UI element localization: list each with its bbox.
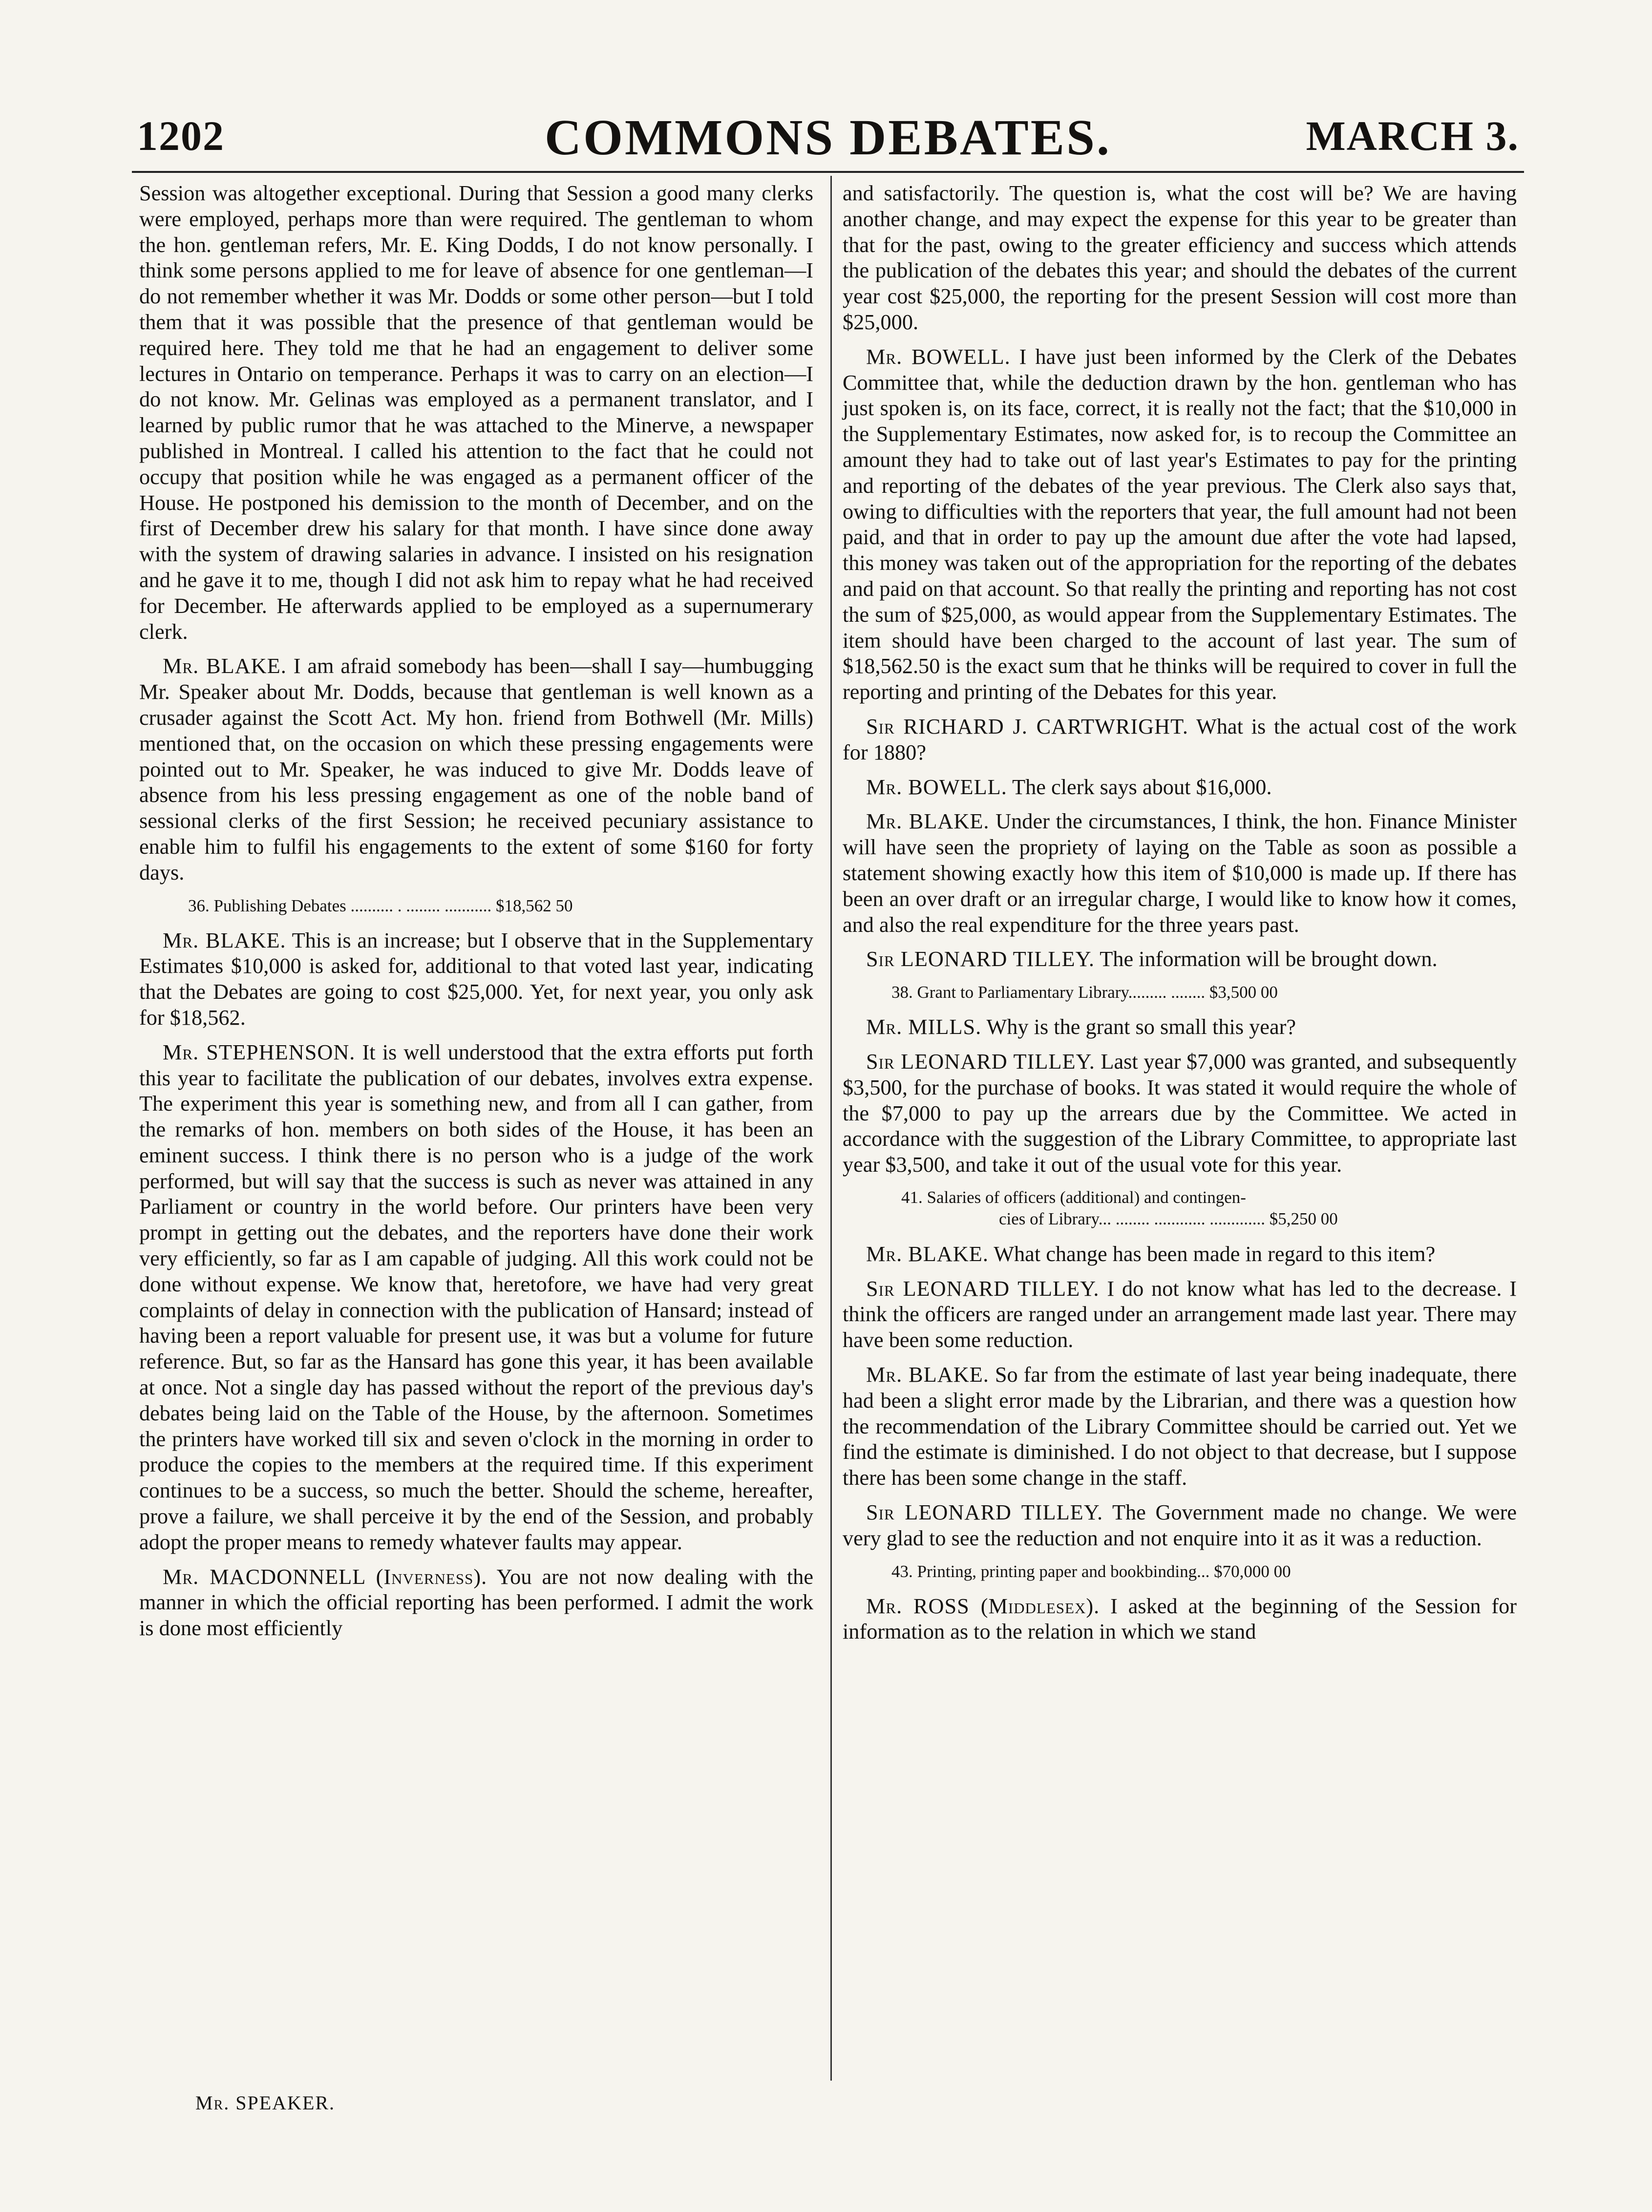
speaker-name: Mr. MACDONNELL (Inverness). bbox=[163, 1564, 487, 1589]
page-date: MARCH 3. bbox=[1306, 112, 1519, 159]
speech-paragraph bbox=[843, 1594, 1517, 1645]
speaker-name: Mr. BOWELL. bbox=[866, 344, 1011, 369]
speech-text: Why is the grant so small this year? bbox=[986, 1015, 1296, 1039]
continued-paragraph bbox=[139, 181, 813, 645]
speaker-name: Mr. BLAKE. bbox=[163, 654, 287, 678]
speech-text: This is an increase; but I observe that in the Supplementary Estimates $10,000 is asked for, additional to that voted last year, indicating that the Debates are going to cost $25,000. Yet, for next year, you only ask for $18,562. bbox=[139, 928, 813, 1030]
speaker-name: Mr. STEPHENSON. bbox=[163, 1040, 356, 1064]
speech-text: The clerk says about $16,000. bbox=[1012, 775, 1272, 799]
speech-text: So far from the estimate of last year being inadequate, there had been a slight error made by the Librarian, and there was a question how the recommendation of the Library Committee should be carried out. Yet we find the estimate is diminished. I do not object to that decrease, but I suppose there has been some change in the staff. bbox=[843, 1363, 1517, 1490]
speaker-name: Mr. BLAKE. bbox=[866, 809, 990, 834]
speaker-name: Sir LEONARD TILLEY. bbox=[866, 1276, 1100, 1301]
speech-text: Session was altogether exceptional. During that Session a good many clerks were employed, perhaps more than were required. The gentleman to whom the hon. gentleman refers, Mr. E. King Dodds, I do not know personally. I think some persons applied to me for leave of absence for one gentleman—I do not remember whether it was Mr. Dodds or some other person—but I told them that it was possible that the presence of that gentleman would be required here. They told me that he had an engagement to deliver some lectures in Ontario on temperance. Perhaps it was to carry on an election—I do not know. Mr. Gelinas was employed as a permanent translator, and I learned by public rumor that he was attached to the Minerve, a newspaper published in Montreal. I called his attention to the fact that he could not occupy that position while he was engaged as a permanent officer of the House. He postponed his demission to the month of December, and on the first of December drew his salary for that month. I have since done away with the system of drawing salaries in advance. I insisted on his resignation and he gave it to me, though I did not ask him to repay what he had received for December. He afterwards applied to be employed as a supernumerary clerk. bbox=[139, 181, 813, 644]
speech-paragraph bbox=[139, 1564, 813, 1642]
speaker-name: Sir LEONARD TILLEY. bbox=[866, 1049, 1095, 1074]
speech-paragraph bbox=[843, 947, 1517, 972]
speaker-name: Mr. BLAKE. bbox=[866, 1363, 989, 1387]
speech-text: What is the actual cost of the work for 1880? bbox=[843, 714, 1517, 764]
speech-paragraph bbox=[843, 1276, 1517, 1353]
estimate-item bbox=[843, 1187, 1517, 1230]
speaker-name: Mr. BOWELL. bbox=[866, 775, 1007, 799]
speech-paragraph bbox=[843, 1014, 1517, 1040]
speech-text: You are not now dealing with the manner in which the official reporting has been performed. I admit the work is done most efficiently bbox=[139, 1564, 813, 1641]
continued-paragraph bbox=[843, 181, 1517, 336]
speech-paragraph bbox=[843, 1362, 1517, 1491]
estimate-item-line: 41. Salaries of officers (additional) and contingen- bbox=[901, 1187, 1246, 1207]
running-title: COMMONS DEBATES. bbox=[545, 109, 1111, 166]
speech-paragraph bbox=[139, 928, 813, 1031]
speech-text: The information will be brought down. bbox=[1100, 947, 1438, 971]
speech-text: The Government made no change. We were very glad to see the reduction and not enquire into it as it was a reduction. bbox=[843, 1500, 1517, 1550]
estimate-item-line: cies of Library... ........ ............ ............. $5,250 00 bbox=[999, 1209, 1338, 1228]
column-divider bbox=[830, 176, 832, 2081]
speech-paragraph bbox=[843, 1242, 1517, 1267]
speech-text: I do not know what has led to the decrease. I think the officers are ranged under an arrangement made last year. There may have been some reduction. bbox=[843, 1276, 1517, 1352]
catchword: Mr. SPEAKER. bbox=[195, 2092, 336, 2114]
speech-paragraph bbox=[139, 653, 813, 885]
speech-paragraph bbox=[139, 1040, 813, 1556]
header-rule bbox=[132, 171, 1524, 173]
speech-paragraph bbox=[843, 775, 1517, 801]
speaker-name: Mr. ROSS (Middlesex). bbox=[866, 1594, 1100, 1618]
speech-text: It is well understood that the extra efforts put forth this year to facilitate the publication of our debates, involves extra expense. The experiment this year is something new, and from all I can gather, from the remarks of hon. members on both sides of the House, it has been an eminent success. I think there is no person who is a judge of the work performed, but will say that the success is such as never was attained in any Parliament or country in the world before. Our printers have been very prompt in getting out the debates, and the reporters have done their work very efficiently, so far as I am capable of judging. All this work could not be done without expense. We know that, heretofore, we have had very great complaints of delay in connection with the publication of Hansard; instead of having been a report valuable for present use, it was but a volume for future reference. But, so far as the Hansard has gone this year, it has been available at once. Not a single day has passed without the report of the previous day's debates being laid on the Table of the House, by the afternoon. Sometimes the printers have worked till six and seven o'clock in the morning in order to produce the copies to the members at the required time. If this experiment continues to be a success, so much the better. Should the scheme, hereafter, prove a failure, we shall perceive it by the end of the Session, and probably adopt the proper means to remedy whatever faults may appear. bbox=[139, 1040, 814, 1554]
speaker-name: Sir LEONARD TILLEY. bbox=[866, 1500, 1103, 1525]
speech-paragraph bbox=[843, 344, 1517, 705]
speaker-name: Mr. BLAKE. bbox=[163, 928, 286, 952]
estimate-item: 36. Publishing Debates .......... . ........ ........... $18,562 50 bbox=[188, 896, 573, 915]
speech-paragraph bbox=[843, 1500, 1517, 1552]
speech-text: and satisfactorily. The question is, what the cost will be? We are having another change, and may expect the expense for this year to be greater than that for the past, owing to the greater efficiency and success which attends the publication of the debates this year; and should the debates of the current year cost $25,000, the reporting for the present Session will cost more than $25,000. bbox=[843, 181, 1517, 334]
speech-paragraph bbox=[843, 809, 1517, 938]
speech-text: Under the circumstances, I think, the hon. Finance Minister will have seen the propriety of laying on the Table as soon as possible a statement showing exactly how this item of $10,000 is made up. If there has been an over draft or an irregular charge, I would like to know how it comes, and also the real expenditure for the three years past. bbox=[843, 809, 1517, 937]
speaker-name: Mr. MILLS. bbox=[866, 1015, 982, 1039]
speech-text: Last year $7,000 was granted, and subsequently $3,500, for the purchase of books. It was stated it would require the whole of the $7,000 to pay up the arrears due by the Committee. We acted in accordance with the suggestion of the Library Committee, to appropriate last year $3,500, and take it out of the usual vote for this year. bbox=[843, 1049, 1517, 1177]
speech-text: I asked at the beginning of the Session for information as to the relation in which we stand bbox=[843, 1594, 1517, 1644]
speech-text: I have just been informed by the Clerk of the Debates Committee that, while the deduction drawn by the hon. gentleman who has just spoken is, on its face, correct, it is really not the fact; that the $10,000 in the Supplementary Estimates, now asked for, is to recoup the Committee an amount they had to take out of last year's Estimates to pay for the printing and reporting of the debates of the year previous. The Clerk also says that, owing to difficulties with the reporters that year, the full amount had not been paid, and that in order to pay up the amount due after the vote had lapsed, this money was taken out of the appropriation for the reporting of the debates and paid on that account. So that really the printing and reporting has not cost the sum of $25,000, as would appear from the Supplementary Estimates. The item should have been charged to the account of last year. The sum of $18,562.50 is the exact sum that he thinks will be required to cover in full the reporting and printing of the Debates for this year. bbox=[843, 344, 1517, 704]
speech-text: What change has been made in regard to this item? bbox=[994, 1242, 1436, 1266]
speech-text: I am afraid somebody has been—shall I say—humbugging Mr. Speaker about Mr. Dodds, because that gentleman is well known as a crusader against the Scott Act. My hon. friend from Bothwell (Mr. Mills) mentioned that, on the occasion on which these pressing engagements were pointed out to Mr. Speaker, he was induced to give Mr. Dodds leave of absence from his less pressing engagement as one of the noble band of sessional clerks of the first Session; he received pecuniary assistance to enable him to fulfil his engagements to the extent of some $160 for forty days. bbox=[139, 654, 814, 885]
right-column bbox=[843, 181, 1517, 1654]
left-column bbox=[139, 181, 813, 1650]
page-number: 1202 bbox=[137, 112, 225, 159]
estimate-item: 43. Printing, printing paper and bookbinding... $70,000 00 bbox=[891, 1561, 1291, 1581]
speaker-name: Sir RICHARD J. CARTWRIGHT. bbox=[866, 714, 1188, 738]
speech-paragraph bbox=[843, 714, 1517, 766]
estimate-item: 38. Grant to Parliamentary Library......... ........ $3,500 00 bbox=[891, 983, 1278, 1002]
page-header bbox=[137, 103, 1519, 176]
speech-paragraph bbox=[843, 1049, 1517, 1178]
speaker-name: Sir LEONARD TILLEY. bbox=[866, 947, 1095, 971]
speaker-name: Mr. BLAKE. bbox=[866, 1242, 989, 1266]
